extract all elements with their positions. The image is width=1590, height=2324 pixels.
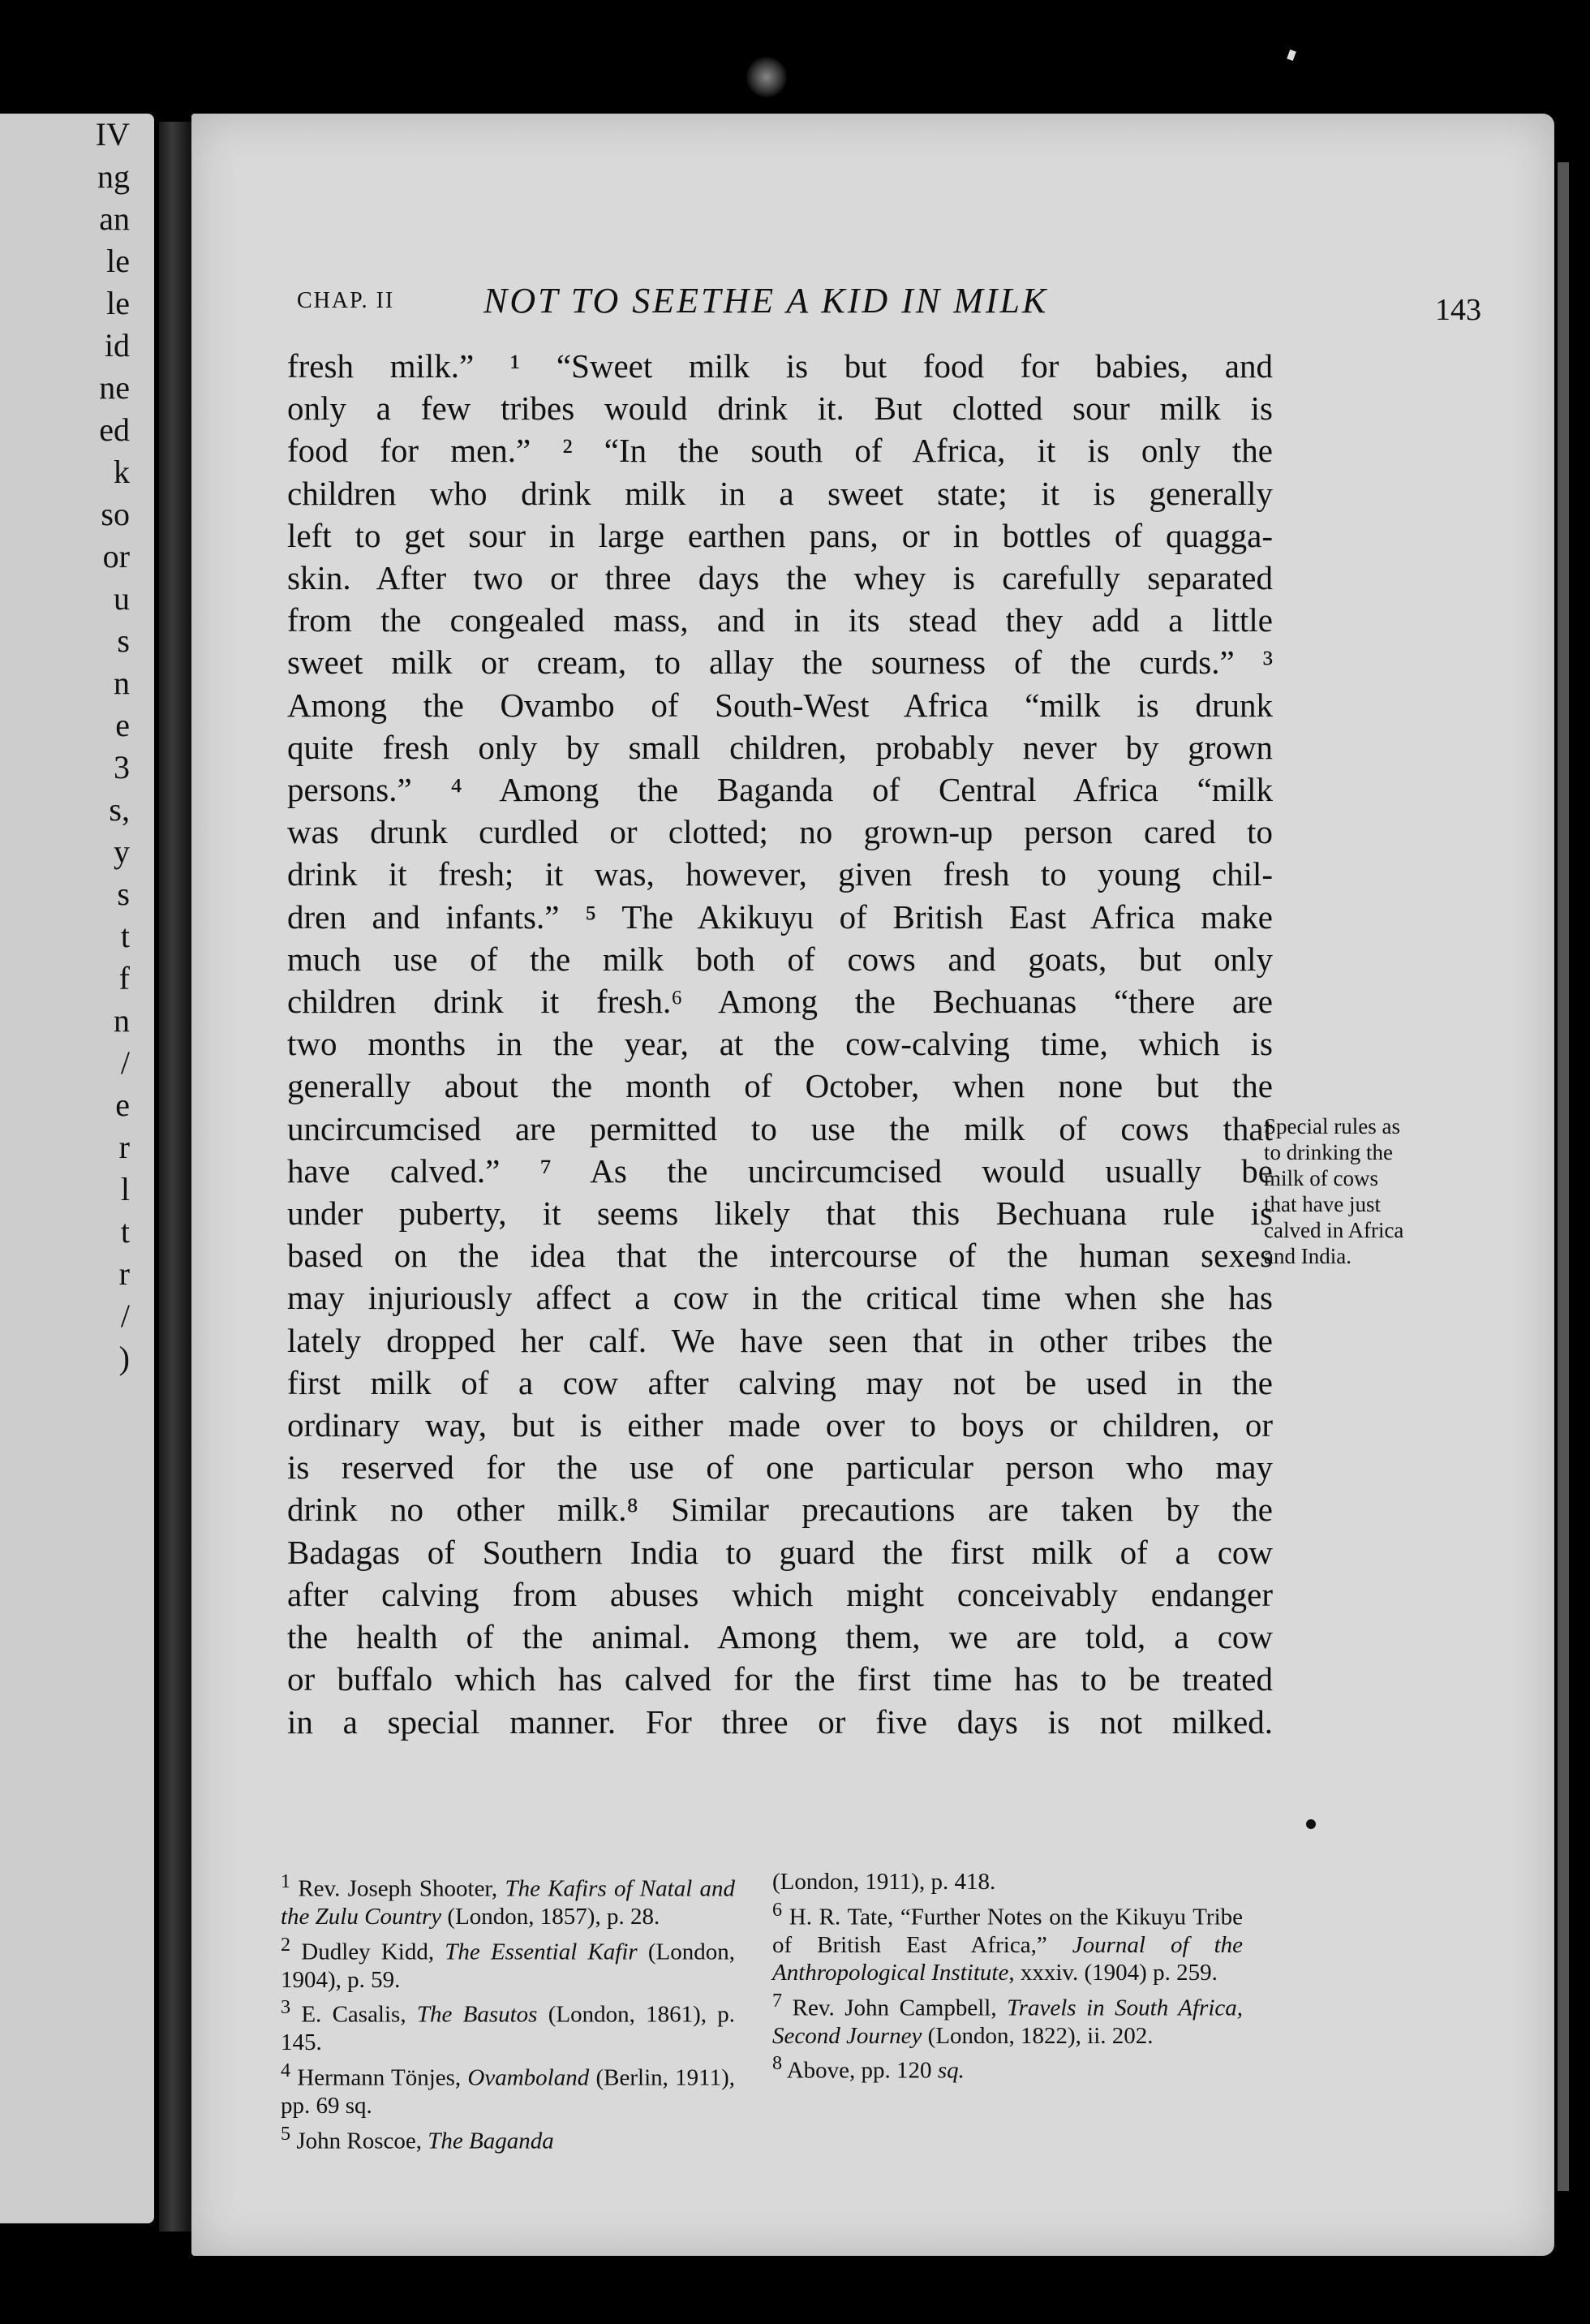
body-line: the health of the animal. Among them, we are told, a cow (287, 1618, 1273, 1656)
page-edge (1558, 162, 1569, 2191)
facing-page-fragment: ed (99, 411, 130, 448)
body-text (287, 345, 1273, 1743)
footnote (772, 1987, 1243, 2051)
body-line: first milk of a cow after calving may not be used in the (287, 1363, 1273, 1401)
body-line: Among the Ovambo of South-West Africa “milk is drunk (287, 686, 1273, 724)
body-line: skin. After two or three days the whey is carefully separated (287, 559, 1273, 597)
body-line: was drunk curdled or clotted; no grown-up person cared to (287, 813, 1273, 851)
body-line: sweet milk or cream, to allay the sourness of the curds.” ³ (287, 643, 1273, 682)
footnotes-column-2 (772, 1868, 1243, 2085)
footnote (281, 2057, 735, 2120)
footnote-text: (London, 1904), p. 59. (281, 1939, 736, 1993)
facing-page-fragment: n (114, 1002, 130, 1039)
facing-page-fragment: le (106, 243, 130, 279)
footnote (281, 1994, 735, 2057)
body-line: fresh milk.” ¹ “Sweet milk is but food for babies, and (287, 347, 1273, 385)
footnote-number: 2 (281, 1933, 291, 1956)
body-line: two months in the year, at the cow-calving time, which is (287, 1025, 1273, 1063)
footnote-title: Ovamboland (467, 2064, 590, 2091)
body-line: generally about the month of October, when none but the (287, 1067, 1273, 1105)
footnote (772, 2050, 1243, 2085)
footnote-number: 3 (281, 1996, 291, 2019)
footnote-number: 4 (281, 2059, 291, 2081)
footnote-title: The Essential Kafir (445, 1939, 638, 1965)
facing-page-fragment: f (118, 960, 130, 996)
facing-page-fragment: s, (109, 791, 130, 828)
body-line: drink it fresh; it was, however, given fresh to young chil- (287, 855, 1273, 893)
body-line: under puberty, it seems likely that this Bechuana rule is (287, 1194, 1273, 1233)
body-line: drink no other milk.⁸ Similar precautions are taken by the (287, 1491, 1273, 1529)
body-line: much use of the milk both of cows and goats, but only (287, 940, 1273, 978)
facing-page-fragment: e (115, 1087, 130, 1123)
footnote-text: Hermann Tönjes, (297, 2064, 468, 2091)
facing-page-text-fragments (0, 114, 130, 1379)
facing-page (0, 114, 154, 2223)
footnote-number: 6 (772, 1898, 783, 1921)
facing-page-fragment: l (120, 1171, 130, 1207)
dust-speck (1287, 49, 1296, 61)
body-line: ordinary way, but is either made over to boys or children, or (287, 1406, 1273, 1444)
facing-page-fragment: / (120, 1298, 130, 1334)
footnote (281, 1931, 735, 1995)
footnote-text: (Berlin, 1911), pp. 69 sq. (281, 2064, 735, 2120)
facing-page-fragment: an (99, 200, 130, 237)
body-line: only a few tribes would drink it. But clotted sour milk is (287, 389, 1273, 428)
footnote-number: 1 (281, 1870, 291, 1892)
facing-page-fragment: so (101, 496, 130, 532)
running-header (297, 280, 1481, 337)
facing-page-fragment: id (104, 327, 130, 364)
footnote-text: , xxxiv. (1904) p. 259. (1008, 1960, 1218, 1986)
footnote (281, 2120, 735, 2155)
body-line: dren and infants.” ⁵ The Akikuyu of British East Africa make (287, 897, 1273, 936)
footnote-text: (London, 1857), p. 28. (441, 1904, 660, 1930)
footnote-number: 5 (281, 2122, 291, 2145)
facing-page-fragment: r (118, 1129, 130, 1165)
facing-page-fragment: ne (99, 369, 130, 406)
footnote-text: John Roscoe, (296, 2128, 428, 2154)
body-line: based on the idea that the intercourse of the human sexes (287, 1237, 1273, 1275)
footnote-text: E. Casalis, (301, 2001, 417, 2028)
chapter-label: CHAP. II (297, 288, 395, 313)
facing-page-fragment: IV (95, 116, 130, 153)
body-line: is reserved for the use of one particular person who may (287, 1448, 1273, 1487)
body-line: from the congealed mass, and in its stead they add a little (287, 601, 1273, 639)
facing-page-fragment: n (114, 665, 130, 701)
running-title: NOT TO SEETHE A KID IN MILK (483, 281, 1049, 321)
facing-page-fragment: s (117, 876, 130, 912)
footnote-text: (London, 1822), ii. 202. (922, 2022, 1154, 2049)
footnotes-column-1 (281, 1868, 735, 2155)
facing-page-fragment: t (120, 918, 130, 954)
body-line: children who drink milk in a sweet state; it is generally (287, 474, 1273, 512)
footnote (772, 1896, 1243, 1987)
page-number: 143 (1435, 293, 1481, 327)
book-gutter (159, 122, 191, 2231)
body-line: lately dropped her calf. We have seen that in other tribes the (287, 1321, 1273, 1359)
footnote-title: Journal of the Anthropological Institute (772, 1931, 1244, 1986)
footnote-number: 7 (772, 1989, 783, 2012)
facing-page-fragment: 3 (114, 749, 130, 785)
body-line: or buffalo which has calved for the first time has to be treated (287, 1660, 1273, 1698)
body-line: uncircumcised are permitted to use the milk of cows that (287, 1109, 1273, 1147)
body-line: children drink it fresh.⁶ Among the Bechuanas “there are (287, 983, 1273, 1021)
footnote-title: sq. (937, 2057, 965, 2084)
facing-page-fragment: e (115, 707, 130, 743)
footnote-title: The Basutos (416, 2001, 538, 2028)
body-line: after calving from abuses which might conceivably endanger (287, 1575, 1273, 1613)
footnote-text: (London, 1911), p. 418. (772, 1869, 996, 1895)
footnote-number: 8 (772, 2052, 783, 2075)
facing-page-fragment: or (102, 538, 130, 575)
body-line: food for men.” ² “In the south of Africa, it is only the (287, 432, 1273, 470)
footnote-text: H. R. Tate, “Further Notes on the Kikuyu Tribe of British East Africa,” (772, 1904, 1243, 1958)
facing-page-fragment: le (106, 285, 130, 321)
body-line: persons.” ⁴ Among the Baganda of Central Africa “milk (287, 771, 1273, 809)
facing-page-fragment: u (114, 580, 130, 617)
light-glare (746, 57, 787, 97)
body-line: left to get sour in large earthen pans, or in bottles of quagga- (287, 516, 1273, 554)
facing-page-fragment: ng (97, 158, 130, 195)
footnote-text: Dudley Kidd, (301, 1939, 445, 1965)
body-line: in a special manner. For three or five days is not milked. (287, 1702, 1273, 1741)
footnote-title: Travels in South Africa, Second Journey (772, 1995, 1244, 2049)
body-line: Badagas of Southern India to guard the first milk of a cow (287, 1533, 1273, 1571)
facing-page-fragment: t (120, 1213, 130, 1250)
facing-page-fragment: y (114, 833, 130, 870)
footnote-title: The Baganda (428, 2128, 554, 2154)
facing-page-fragment: ) (118, 1340, 130, 1376)
book-page (191, 114, 1554, 2256)
marginal-note: Special rules as to drinking the milk of cows that have just calved in Africa and India. (1264, 1114, 1404, 1268)
facing-page-fragment: / (120, 1044, 130, 1081)
facing-page-fragment: k (114, 454, 130, 490)
facing-page-fragment: r (118, 1255, 130, 1292)
footnote-title: The Kafirs of Natal and the Zulu Country (281, 1875, 736, 1930)
footnote-text: Rev. Joseph Shooter, (298, 1875, 505, 1902)
body-line: quite fresh only by small children, probably never by grown (287, 728, 1273, 766)
facing-page-fragment: s (117, 622, 130, 659)
footnote-text: Above, pp. 120 (786, 2057, 938, 2084)
ink-dot (1306, 1819, 1316, 1829)
body-line: may injuriously affect a cow in the critical time when she has (287, 1279, 1273, 1317)
footnote-text: Rev. John Campbell, (792, 1995, 1008, 2021)
footnote (281, 1868, 735, 1931)
footnote (772, 1868, 1243, 1896)
body-line: have calved.” ⁷ As the uncircumcised would usually be (287, 1151, 1273, 1190)
footnote-text: (London, 1861), p. 145. (281, 2001, 736, 2056)
